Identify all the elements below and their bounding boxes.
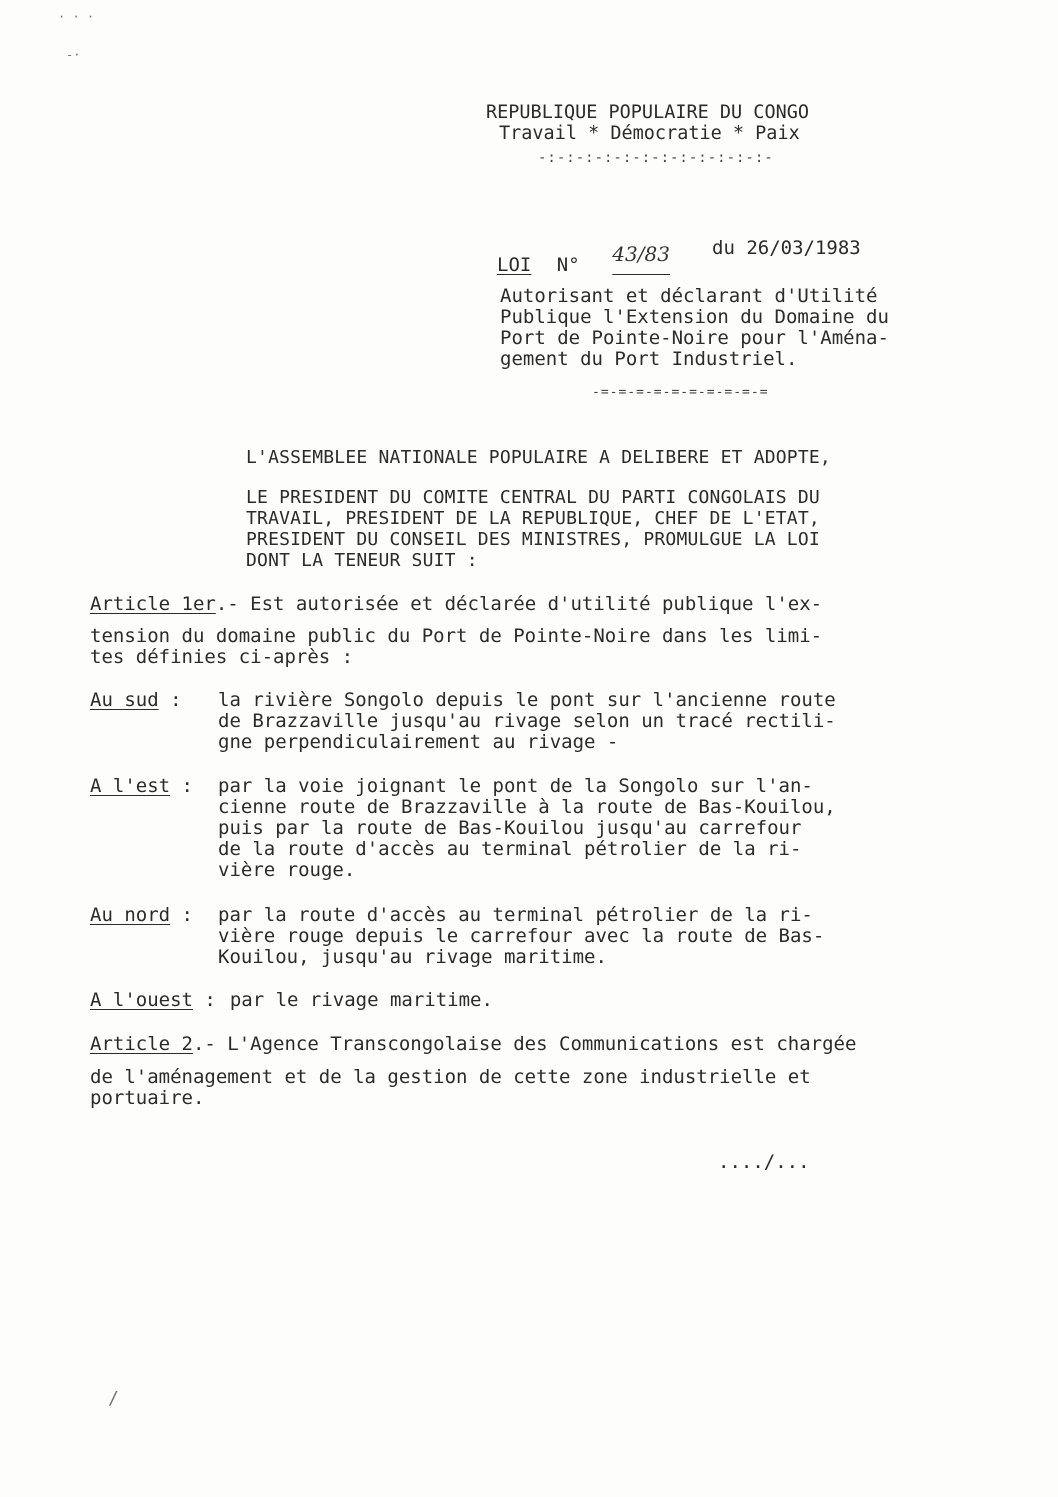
- limit-north-text: Kouilou, jusqu'au rivage maritime.: [218, 946, 607, 968]
- limit-west-label: A l'ouest: [90, 989, 193, 1011]
- law-date: du 26/03/1983: [712, 237, 861, 259]
- article-2-label: Article 2: [90, 1033, 193, 1055]
- law-subject-line: Port de Pointe-Noire pour l'Aména-: [500, 327, 889, 349]
- scan-speck: /: [108, 1388, 119, 1409]
- article-1-text: .- Est autorisée et déclarée d'utilité publique l'ex-: [215, 593, 823, 615]
- limit-east-label-line: [90, 776, 193, 797]
- article-2-line: de l'aménagement et de la gestion de cette zone industrielle et: [90, 1066, 811, 1088]
- limit-separator: :: [192, 989, 216, 1011]
- scan-speck: -·: [66, 48, 81, 62]
- law-prefix: LOI: [497, 254, 532, 276]
- limit-east-text: puis par la route de Bas-Kouilou jusqu'au carrefour: [218, 817, 802, 839]
- limit-north-label: Au nord: [90, 904, 171, 926]
- promulgation-line: DONT LA TENEUR SUIT :: [246, 550, 478, 571]
- country-header: REPUBLIQUE POPULAIRE DU CONGO: [486, 102, 810, 123]
- article-1-line: tes définies ci-après :: [90, 646, 354, 668]
- promulgation-line: PRESIDENT DU CONSEIL DES MINISTRES, PROMULGUE LA LOI: [246, 529, 820, 550]
- law-number: [591, 242, 691, 276]
- limit-south-label-line: [90, 690, 182, 711]
- limit-south-text: la rivière Songolo depuis le pont sur l'ancienne route: [218, 689, 836, 711]
- page-continuation: ..../...: [718, 1151, 810, 1173]
- limit-east-label: A l'est: [90, 775, 171, 797]
- limit-west-line: [90, 990, 493, 1011]
- law-subject-line: Autorisant et déclarant d'Utilité: [500, 285, 878, 307]
- limit-south-text: gne perpendiculairement au rivage -: [218, 731, 619, 753]
- limit-east-text: de la route d'accès au terminal pétrolier de la ri-: [218, 838, 802, 860]
- limit-north-text: vière rouge depuis le carrefour avec la route de Bas-: [218, 925, 825, 947]
- limit-north-label-line: [90, 905, 193, 926]
- article-2-line: [90, 1034, 856, 1055]
- article-1-line: [90, 594, 822, 615]
- article-2-text: .- L'Agence Transcongolaise des Communications est chargée: [192, 1033, 857, 1055]
- limit-north-text: par la route d'accès au terminal pétrolier de la ri-: [218, 904, 813, 926]
- limit-east-text: cienne route de Brazzaville à la route de Bas-Kouilou,: [218, 796, 836, 818]
- limit-south-label: Au sud: [90, 689, 159, 711]
- law-number-label: N°: [556, 254, 580, 276]
- limit-separator: :: [170, 775, 193, 797]
- national-motto: Travail * Démocratie * Paix: [499, 123, 800, 144]
- header-ornament: -:-:-:-:-:-:-:-:-:-:-:-:-: [538, 150, 774, 166]
- limit-west-text: par le rivage maritime.: [229, 989, 493, 1011]
- limit-east-text: par la voie joignant le pont de la Songolo sur l'an-: [218, 775, 813, 797]
- limit-separator: :: [170, 904, 193, 926]
- article-1-line: tension du domaine public du Port de Pointe-Noire dans les limi-: [90, 625, 823, 647]
- article-1-label: Article 1er: [90, 593, 216, 615]
- law-number-value: 43/83: [612, 242, 670, 266]
- limit-south-text: de Brazzaville jusqu'au rivage selon un tracé rectili-: [218, 710, 836, 732]
- promulgation-line: TRAVAIL, PRESIDENT DE LA REPUBLIQUE, CHEF DE L'ETAT,: [246, 508, 820, 529]
- limit-separator: :: [158, 689, 182, 711]
- law-subject-line: Publique l'Extension du Domaine du: [500, 306, 889, 328]
- law-subject-line: gement du Port Industriel.: [500, 348, 798, 370]
- article-2-line: portuaire.: [90, 1087, 205, 1109]
- limit-east-text: vière rouge.: [218, 859, 356, 881]
- subject-rule: -=-=-=-=-=-=-=-=-=-=: [592, 385, 769, 400]
- promulgation-line: LE PRESIDENT DU COMITE CENTRAL DU PARTI CONGOLAIS DU: [246, 487, 820, 508]
- law-title: [497, 242, 691, 276]
- scan-speck: · · ·: [58, 10, 95, 24]
- assembly-statement: L'ASSEMBLEE NATIONALE POPULAIRE A DELIBERE ET ADOPTE,: [246, 447, 831, 468]
